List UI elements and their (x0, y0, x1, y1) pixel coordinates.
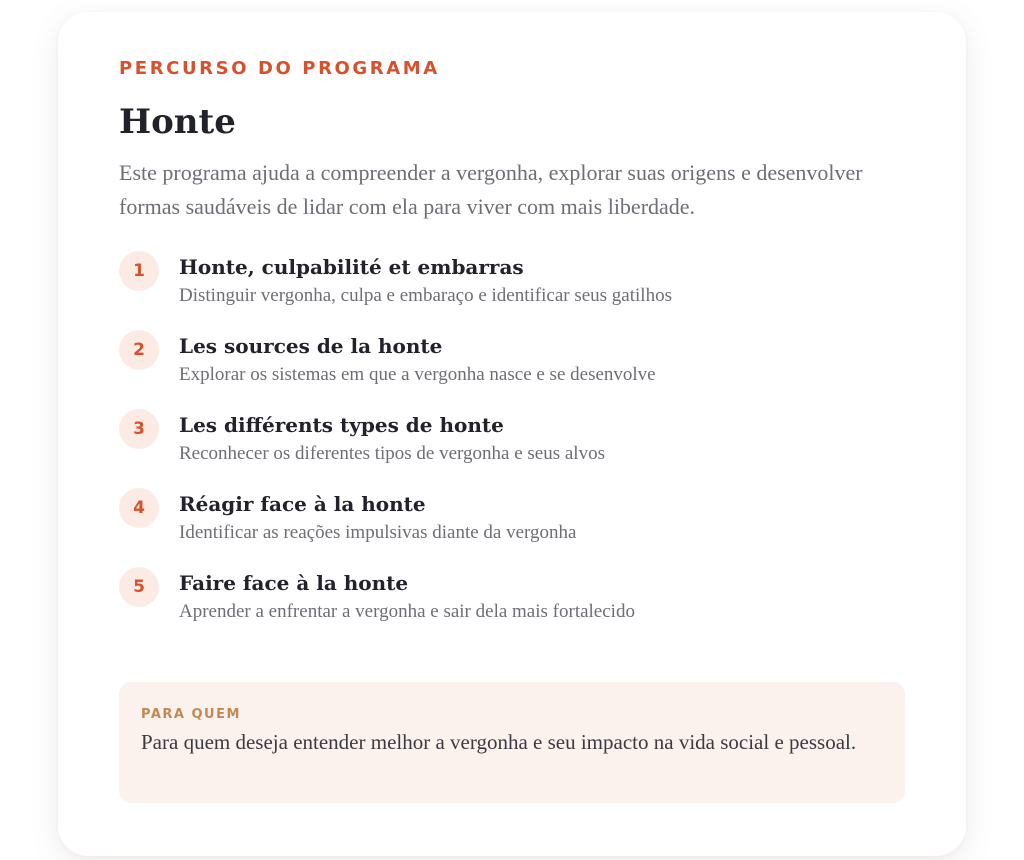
step-subtitle: Reconhecer os diferentes tipos de vergonha e seus alvos (179, 443, 605, 464)
step-item[interactable] (119, 409, 905, 488)
step-item[interactable] (119, 567, 905, 646)
step-item[interactable] (119, 330, 905, 409)
step-title: Les différents types de honte (179, 413, 504, 437)
program-title: Honte (119, 102, 236, 142)
step-number-badge: 3 (119, 409, 159, 449)
audience-box (119, 682, 905, 803)
step-subtitle: Explorar os sistemas em que a vergonha nasce e se desenvolve (179, 364, 656, 385)
program-card (58, 12, 966, 856)
step-subtitle: Identificar as reações impulsivas diante da vergonha (179, 522, 577, 543)
step-title: Les sources de la honte (179, 334, 443, 358)
audience-text: Para quem deseja entender melhor a vergonha e seu impacto na vida social e pessoal. (141, 730, 857, 754)
step-item[interactable] (119, 488, 905, 567)
step-title: Honte, culpabilité et embarras (179, 255, 524, 279)
step-number-badge: 2 (119, 330, 159, 370)
step-subtitle: Aprender a enfrentar a vergonha e sair dela mais fortalecido (179, 601, 635, 622)
step-number-badge: 4 (119, 488, 159, 528)
program-description: Este programa ajuda a compreender a vergonha, explorar suas origens e desenvolver formas saudáveis de lidar com ela para viver com mais liberdade. (119, 160, 863, 219)
step-title: Réagir face à la honte (179, 492, 426, 516)
step-subtitle: Distinguir vergonha, culpa e embaraço e identificar seus gatilhos (179, 285, 672, 306)
step-item[interactable] (119, 251, 905, 330)
audience-label: PARA QUEM (141, 707, 241, 722)
step-number-badge: 5 (119, 567, 159, 607)
steps-list (119, 251, 905, 646)
step-number-badge: 1 (119, 251, 159, 291)
step-title: Faire face à la honte (179, 571, 409, 595)
section-eyebrow: PERCURSO DO PROGRAMA (119, 58, 440, 79)
